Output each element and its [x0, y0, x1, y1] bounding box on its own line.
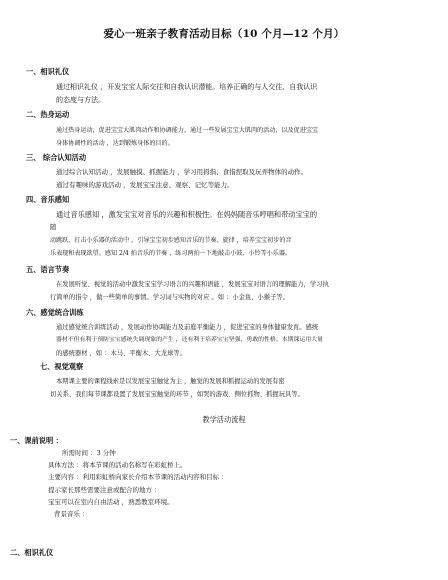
section-heading-1: 一、相识礼仪: [26, 67, 70, 76]
process-1-line-4: 提示家长那些需要注意或配合的地方 ：: [48, 485, 161, 494]
section-7-line-1: 本期课主要的课程线索是以发展宝宝触觉为主 ，触觉的发展和抓握运动的发展有密: [56, 378, 285, 385]
process-body-1: [48, 447, 228, 520]
section-6-line-3: 的感统器材 ，如 ：木马、平衡木、大龙球等。: [56, 350, 186, 357]
section-3-line-1: 通过综合认知活动 ，发展触摸、抓握能力 ，学习用拇指、食指捏取及玩弄物体的动作。: [56, 168, 308, 176]
process-title: 教学活动流程: [202, 415, 246, 424]
section-4-line-1: 通过音乐感知 ，激发宝宝对音乐的兴趣和积极性。在妈妈随音乐哼唱和带动宝宝的: [56, 210, 318, 219]
section-5-line-1: 在发展听觉、视觉的活动中激发宝宝学习语言的兴趣和语能 ，发展宝宝对语言的理解能力，学习执: [56, 281, 329, 288]
section-3-line-2: 通过有趣味的游戏活动 ，发展宝宝注意、观察、记忆等能力。: [56, 181, 234, 189]
section-7-line-2: 切关系、我们每节课都设置了发展宝宝触觉的环节 ，如哭的游戏、侧位抓物、抓握玩具等。: [50, 391, 304, 398]
section-4-line-2: 随: [50, 223, 57, 231]
process-1-line-3: 主要内容 ：利用彩虹桥向家长介绍本节课的活动内容和目标 ：: [48, 473, 228, 482]
section-heading-7: 七、视觉观察: [40, 362, 84, 371]
section-6-line-1: 通过感觉统合训练活动 ，发展动作协调能力及前庭平衡能力 ，促进宝宝的身体健康发育。感统: [56, 324, 319, 331]
section-4-line-4: 乐表现和表现欲望。感知 2/4 拍音乐的节奏 ，练习两拍一下地敲击小鼓、小铃等小乐器。: [50, 250, 292, 257]
section-heading-6: 六、感觉统合训练: [26, 308, 84, 317]
section-1-line-1: 通过相识礼仪 ，开发宝宝人际交往和自我认识潜能。培养正确的与人交往、自我认识: [56, 83, 318, 91]
section-6-line-2: 器材不但有利于预防宝宝感统失调现象的产生 ，还有利于培养宝宝坚强、勇敢的性格。本期课运用大量: [56, 337, 323, 343]
section-body-4: [50, 208, 318, 260]
process-1-line-6: 背景音乐 ：: [54, 510, 89, 519]
section-heading-4: 四、音乐感知: [26, 195, 70, 204]
section-heading-5: 五、语言节奏: [26, 265, 70, 274]
section-body-1: [56, 81, 317, 107]
process-heading-1: 一、课前说明 ：: [10, 436, 63, 445]
section-body-7: [50, 375, 304, 401]
section-body-2: [56, 124, 318, 150]
section-2-line-1: 通过热身运动，促进宝宝大肌肉动作和协调能力。通过一些发展宝宝大肌肉的活动，以及促进宝宝: [56, 127, 319, 134]
section-body-3: [56, 166, 307, 192]
document-title: 爱心一班亲子教育活动目标（10 个月—12 个月）: [103, 28, 345, 40]
section-4-line-3: 动跳跃、打击小乐器的活动中 ，引导宝宝初步感知音乐的节奏、旋律 ，培养宝宝初步的音: [50, 237, 292, 244]
section-5-line-2: 行简单的指令 ，做一些简单的事情。学习词与实物的对应 。如 ：小金鱼、小猴子等。: [50, 294, 289, 301]
section-1-line-2: 的态度与方法。: [56, 96, 105, 104]
process-1-line-2: 具体方法 ：将本节课的活动名称写在彩虹桥上。: [48, 461, 187, 470]
process-heading-2: 二、相识礼仪: [10, 548, 54, 557]
section-2-line-2: 身体协调性的活动 ，达到锻炼身体的目的。: [56, 140, 174, 147]
section-heading-2: 二、热身运动: [26, 110, 70, 119]
section-body-6: [56, 321, 323, 360]
process-1-line-5: 宝宝可以在室内自由活动 ，熟悉教室环境。: [48, 497, 174, 506]
section-heading-3: 三、 综合认知活动: [26, 153, 87, 162]
process-1-line-1: 所需时间 ：3 分钟: [62, 449, 116, 457]
section-body-5: [50, 278, 329, 304]
